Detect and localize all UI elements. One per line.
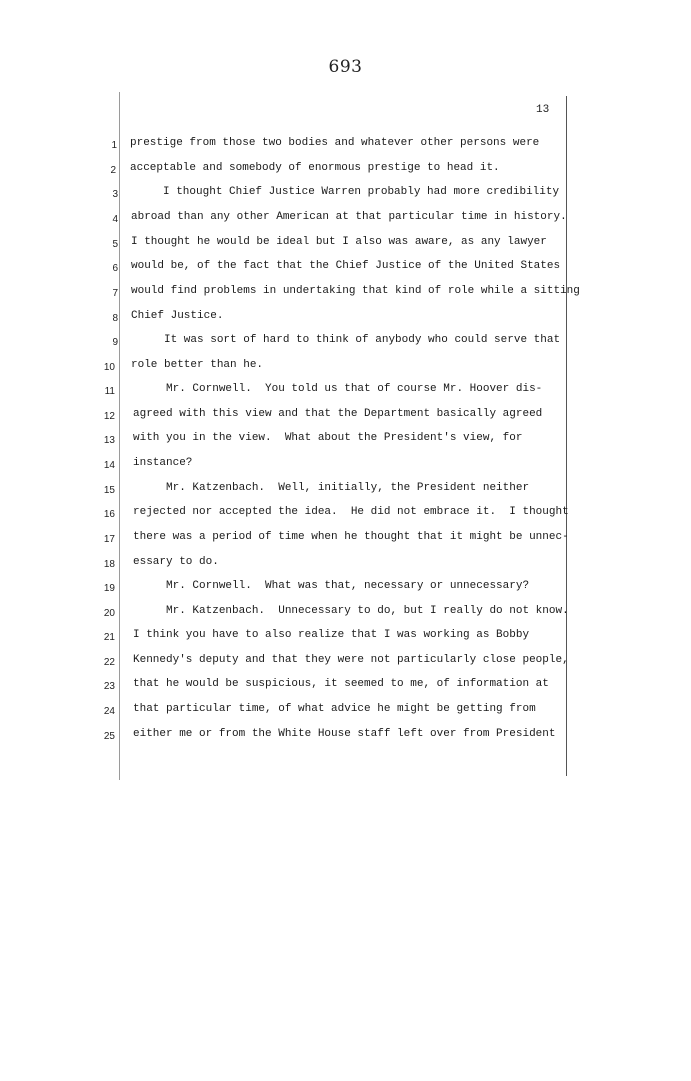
transcript-line: either me or from the White House staff left over from President	[133, 728, 556, 740]
transcript-line: instance?	[133, 457, 193, 469]
line-number: 16	[103, 509, 115, 520]
line-number: 5	[112, 239, 118, 250]
transcript-line: would be, of the fact that the Chief Justice of the United States	[131, 260, 561, 272]
right-margin-rule	[566, 96, 567, 776]
line-number: 20	[103, 608, 115, 619]
transcript-line: Kennedy's deputy and that they were not particularly close people,	[133, 654, 569, 666]
transcript-sheet-number: 13	[536, 104, 550, 116]
transcript-line: acceptable and somebody of enormous prestige to head it.	[130, 162, 500, 174]
line-number: 24	[103, 706, 115, 717]
line-number: 9	[112, 337, 118, 348]
transcript-line: It was sort of hard to think of anybody who could serve that	[131, 334, 561, 346]
transcript-line: prestige from those two bodies and whatever other persons were	[130, 137, 540, 149]
transcript-line: Mr. Katzenbach. Unnecessary to do, but I really do not know.	[133, 605, 569, 617]
transcript-line: that particular time, of what advice he might be getting from	[133, 703, 536, 715]
line-number: 22	[103, 657, 115, 668]
line-number: 4	[112, 214, 118, 225]
left-margin-rule	[119, 92, 120, 780]
transcript-line: essary to do.	[133, 556, 219, 568]
line-number: 10	[103, 362, 115, 373]
line-number: 7	[112, 288, 118, 299]
line-number: 17	[103, 534, 115, 545]
transcript-line: agreed with this view and that the Department basically agreed	[133, 408, 543, 420]
transcript-line: I think you have to also realize that I was working as Bobby	[133, 629, 530, 641]
line-number: 25	[103, 731, 115, 742]
transcript-line: there was a period of time when he thought that it might be unnec-	[133, 531, 569, 543]
line-number: 1	[111, 140, 117, 151]
line-number: 18	[103, 559, 115, 570]
line-number: 13	[103, 435, 115, 446]
line-number: 3	[112, 189, 118, 200]
line-number: 11	[104, 386, 115, 397]
line-number: 15	[103, 485, 115, 496]
page-number: 693	[328, 57, 363, 77]
transcript-line: role better than he.	[131, 359, 264, 371]
line-number: 19	[103, 583, 115, 594]
transcript-line: I thought he would be ideal but I also was aware, as any lawyer	[131, 236, 547, 248]
transcript-line: Mr. Cornwell. You told us that of course Mr. Hoover dis-	[133, 383, 543, 395]
line-number: 2	[110, 165, 116, 176]
line-number: 12	[103, 411, 115, 422]
line-number: 14	[103, 460, 115, 471]
transcript-line: abroad than any other American at that particular time in history.	[131, 211, 567, 223]
transcript-line: Chief Justice.	[131, 310, 224, 322]
transcript-line: rejected nor accepted the idea. He did not embrace it. I thought	[133, 506, 569, 518]
transcript-line: with you in the view. What about the President's view, for	[133, 432, 523, 444]
line-number: 6	[112, 263, 118, 274]
transcript-line: I thought Chief Justice Warren probably had more credibility	[130, 186, 560, 198]
transcript-line: would find problems in undertaking that kind of role while a sitting	[131, 285, 580, 297]
transcript-line: Mr. Katzenbach. Well, initially, the President neither	[133, 482, 530, 494]
line-number: 23	[103, 681, 115, 692]
transcript-line: that he would be suspicious, it seemed to me, of information at	[133, 678, 549, 690]
transcript-line: Mr. Cornwell. What was that, necessary or unnecessary?	[133, 580, 530, 592]
line-number: 21	[103, 632, 115, 643]
line-number: 8	[112, 313, 118, 324]
